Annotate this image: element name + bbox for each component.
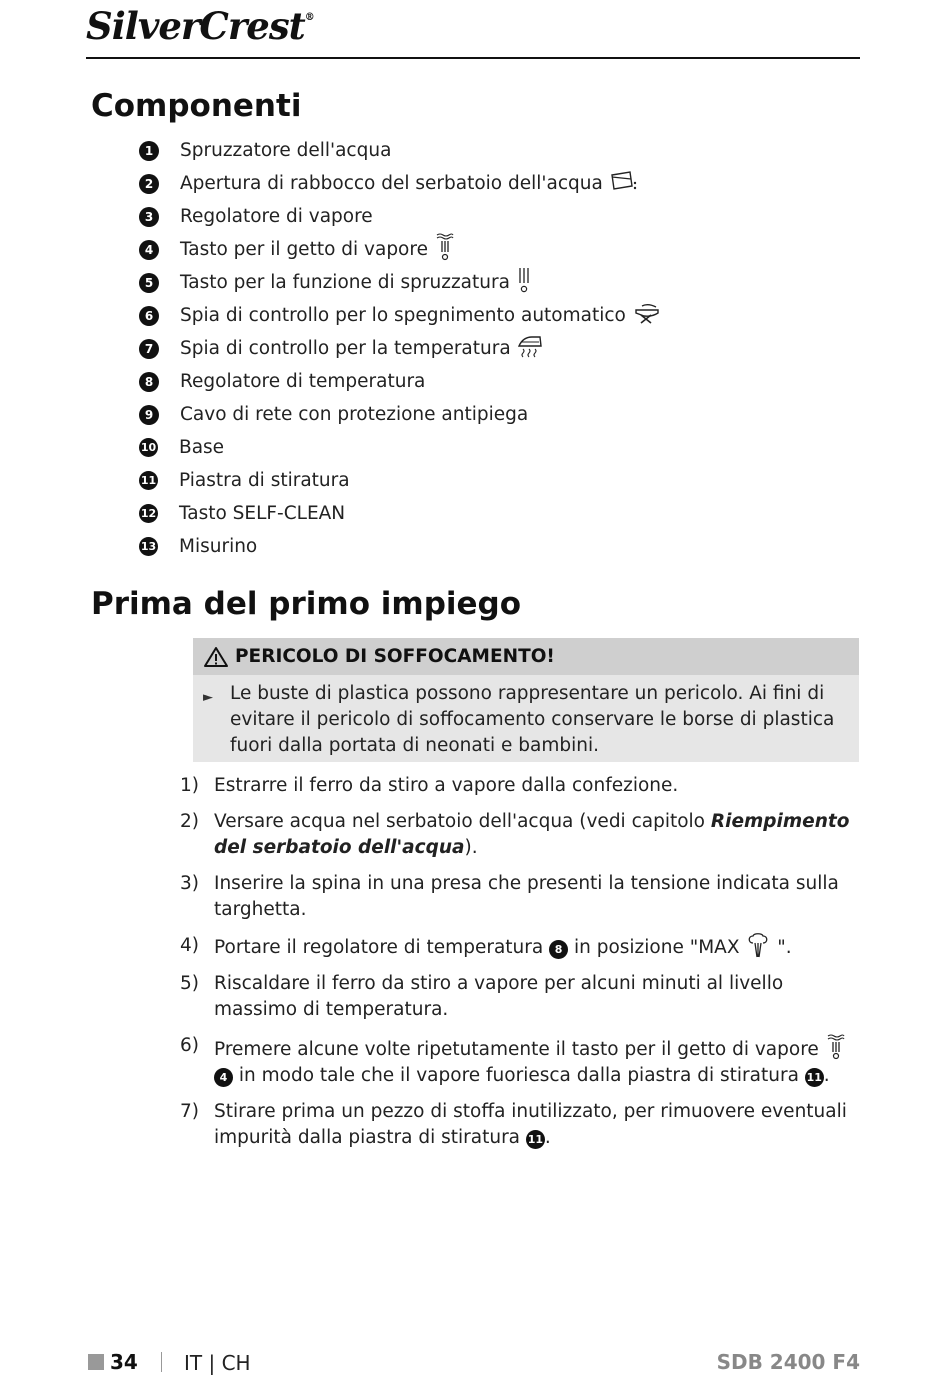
component-number-badge: 10 [139,438,158,457]
ref-badge: 8 [549,940,568,959]
max-steam-icon [745,933,771,959]
warning-box [193,638,859,762]
steam-burst-icon [825,1033,845,1061]
component-label: Tasto SELF-CLEAN [179,503,346,524]
component-label: Cavo di rete con protezione antipiega [180,404,529,425]
section-title-prima: Prima del primo impiego [91,586,522,622]
component-number-badge: 2 [139,174,159,194]
step-5: 5) Riscaldare il ferro da stiro a vapore per alcuni minuti al livello massimo di temperatura. [180,973,784,1020]
component-number-badge: 1 [139,141,159,161]
component-label: Regolatore di temperatura [180,371,426,392]
footer-square [88,1354,104,1370]
components-list [139,134,662,563]
warning-header [193,638,859,675]
warning-title: PERICOLO DI SOFFOCAMENTO! [235,646,555,667]
component-number-badge: 3 [139,207,159,227]
component-item [139,464,662,497]
chapter-reference: Riempimento del serbatoio dell'acqua [214,811,850,858]
component-label: Tasto per il getto di vapore [180,239,428,260]
model-number: SDB 2400 F4 [716,1350,860,1374]
component-item [139,365,662,398]
component-item [139,266,662,299]
component-number-badge: 9 [139,405,159,425]
step-2: 2) Versare acqua nel serbatoio dell'acqua (vedi capitolo Riempimento del serbatoio dell'acqua). [180,811,850,858]
component-number-badge: 4 [139,240,159,260]
component-number-badge: 7 [139,339,159,359]
component-label: Regolatore di vapore [180,206,373,227]
component-item [139,299,662,332]
step-4: 4) Portare il regolatore di temperatura 8 in posizione "MAX ". [180,935,792,958]
component-label: Apertura di rabbocco del serbatoio dell'acqua [180,173,603,194]
bullet-arrow-icon: ► [203,690,213,705]
component-label: Spia di controllo per la temperatura [180,338,511,359]
component-label: Spia di controllo per lo spegnimento automatico [180,305,626,326]
auto-off-icon [632,301,662,330]
steps-list [180,773,860,1161]
component-item [139,431,662,464]
component-number-badge: 12 [139,504,158,523]
water-tank-icon [609,169,639,198]
component-item [139,530,662,563]
step-3: 3) Inserire la spina in una presa che presenti la tensione indicata sulla targhetta. [180,873,839,920]
warning-body [193,675,859,759]
step-6: 6) Premere alcune volte ripetutamente il tasto per il getto di vapore 4 in modo tale che il vapore fuoriesca dalla piastra di stiratura 11. [180,1033,860,1089]
component-item [139,398,662,431]
page-footer [86,1346,860,1378]
header-rule [86,57,860,59]
component-number-badge: 8 [139,372,159,392]
component-item [139,200,662,233]
component-item [139,167,662,200]
spray-icon [516,265,532,300]
component-label: Misurino [179,536,258,557]
component-label: Spruzzatore dell'acqua [180,140,392,161]
component-item [139,233,662,266]
ref-badge: 11 [526,1130,545,1149]
page-number: 34 [110,1350,138,1374]
ref-badge: 4 [214,1068,233,1087]
step-1: 1) Estrarre il ferro da stiro a vapore dalla confezione. [180,775,679,796]
step-7: 7) Stirare prima un pezzo di stoffa inutilizzato, per rimuovere eventuali impurità dalla piastra di stiratura 11. [180,1101,847,1148]
component-label: Base [179,437,225,458]
warning-triangle-icon [203,646,229,668]
component-label: Tasto per la funzione di spruzzatura [180,272,510,293]
language-indicator: IT | CH [184,1351,251,1375]
component-number-badge: 11 [139,471,158,490]
section-title-componenti: Componenti [91,88,302,124]
ref-badge: 11 [805,1068,824,1087]
brand-logo: SilverCrest® [86,4,314,48]
component-label: Piastra di stiratura [179,470,350,491]
footer-divider [161,1352,162,1372]
steam-burst-icon [434,232,454,267]
component-number-badge: 13 [139,537,158,556]
warning-text: Le buste di plastica possono rappresentare un pericolo. Ai fini di evitare il pericolo di soffocamento conservare le borse di plastica fuori dalla portata di neonati e bambini. [230,683,835,756]
component-item [139,332,662,365]
temperature-icon [517,334,543,363]
component-number-badge: 6 [139,306,159,326]
component-item [139,134,662,167]
component-number-badge: 5 [139,273,159,293]
component-item [139,497,662,530]
